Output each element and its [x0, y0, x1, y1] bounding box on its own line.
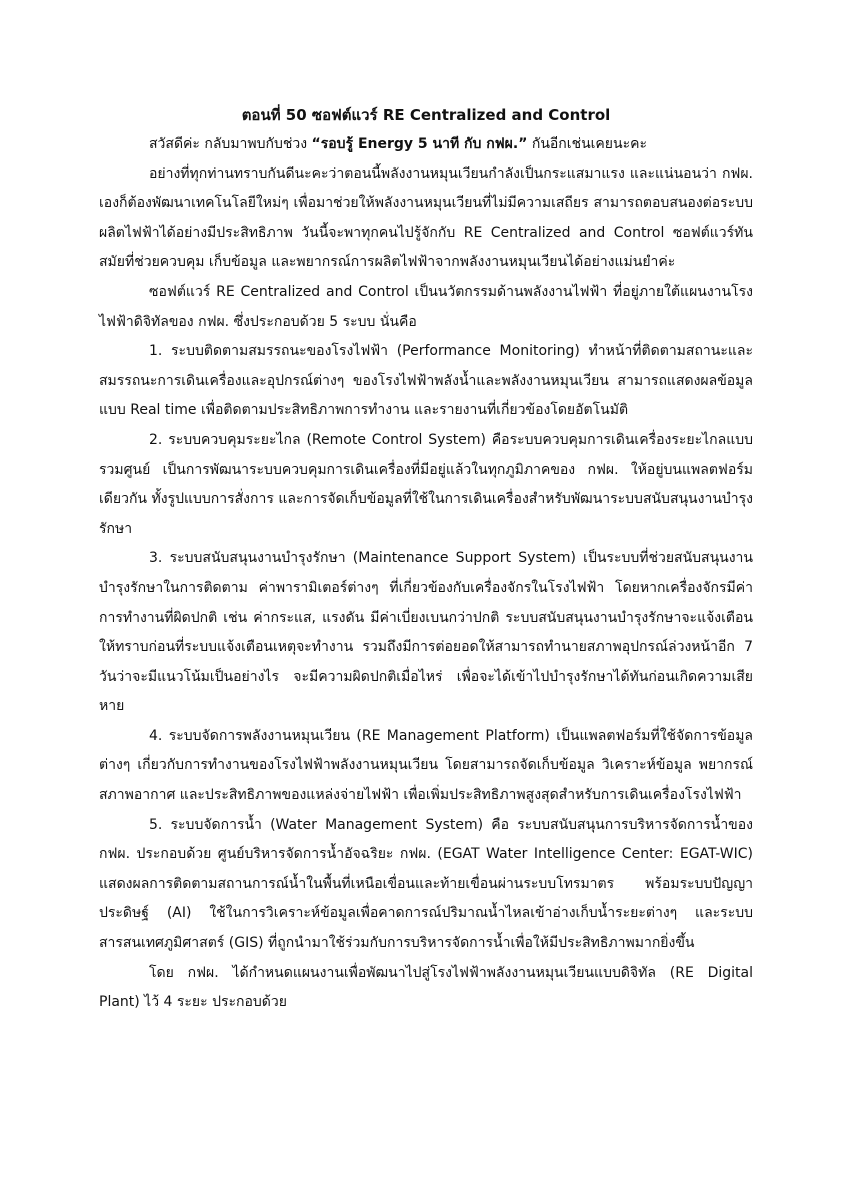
system-item-5: 5. ระบบจัดการน้ำ (Water Management System) คือ ระบบสนับสนุนการบริหารจัดการน้ำของ กฟผ. ประกอบด้วย ศูนย์บริหารจัดการน้ำอัจฉริยะ กฟผ. (EGAT Water Intelligence Center: EGAT-WIC) แสดงผลการติดตามสถานการณ์น้ำในพื้นที่เหนือเขื่อนและท้ายเขื่อนผ่านระบบโทรมาตร พร้อมระบบปัญญาประดิษฐ์ (AI) ใช้ในการวิเคราะห์ข้อมูลเพื่อคาดการณ์ปริมาณน้ำไหลเข้าอ่างเก็บน้ำระยะต่างๆ และระบบสารสนเทศภูมิศาสตร์ (GIS) ที่ถูกนำมาใช้ร่วมกับการบริหารจัดการน้ำเพื่อให้มีประสิทธิภาพมากยิ่งขึ้น [99, 816, 753, 952]
system-item-2: 2. ระบบควบคุมระยะไกล (Remote Control System) คือระบบควบคุมการเดินเครื่องระยะไกลแบบรวมศูนย์ เป็นการพัฒนาระบบควบคุมการเดินเครื่องที่มีอยู่แล้วในทุกภูมิภาคของ กฟผ. ให้อยู่บนแพลตฟอร์มเดียวกัน ทั้งรูปแบบการสั่งการ และการจัดเก็บข้อมูลที่ใช้ในการเดินเครื่องสำหรับพัฒนาระบบสนับสนุนงานบำรุงรักษา [99, 431, 753, 537]
system-item-4: 4. ระบบจัดการพลังงานหมุนเวียน (RE Management Platform) เป็นแพลตฟอร์มที่ใช้จัดการข้อมูลต่างๆ เกี่ยวกับการทำงานของโรงไฟฟ้าพลังงานหมุนเวียน โดยสามารถจัดเก็บข้อมูล วิเคราะห์ข้อมูล พยากรณ์สภาพอากาศ และประสิทธิภาพของแหล่งจ่ายไฟฟ้า เพื่อเพิ่มประสิทธิภาพสูงสุดสำหรับการเดินเครื่องโรงไฟฟ้า [99, 727, 753, 804]
overview-paragraph: ซอฟต์แวร์ RE Centralized and Control เป็นนวัตกรรมด้านพลังงานไฟฟ้า ที่อยู่ภายใต้แผนงานโรงไฟฟ้าดิจิทัลของ กฟผ. ซึ่งประกอบด้วย 5 ระบบ นั่นคือ [99, 283, 753, 330]
document-title: ตอนที่ 50 ซอฟต์แวร์ RE Centralized and Control [241, 106, 611, 124]
closing-paragraph: โดย กฟผ. ได้กำหนดแผนงานเพื่อพัฒนาไปสู่โรงไฟฟ้าพลังงานหมุนเวียนแบบดิจิทัล (RE Digital Plant) ไว้ 4 ระยะ ประกอบด้วย [99, 964, 753, 1011]
system-item-1: 1. ระบบติดตามสมรรถนะของโรงไฟฟ้า (Performance Monitoring) ทำหน้าที่ติดตามสถานะและสมรรถนะการเดินเครื่องและอุปกรณ์ต่างๆ ของโรงไฟฟ้าพลังน้ำและพลังงานหมุนเวียน สามารถแสดงผลข้อมูลแบบ Real time เพื่อติดตามประสิทธิภาพการทำงาน และรายงานที่เกี่ยวข้องโดยอัตโนมัติ [99, 343, 753, 419]
program-name: “รอบรู้ Energy 5 นาที กับ กฟผ.” [311, 136, 528, 152]
greeting-paragraph [99, 130, 753, 160]
greeting-text-end: กันอีกเช่นเคยนะคะ [527, 136, 647, 152]
greeting-text: สวัสดีค่ะ กลับมาพบกับช่วง [149, 136, 312, 152]
system-item-3: 3. ระบบสนับสนุนงานบำรุงรักษา (Maintenance Support System) เป็นระบบที่ช่วยสนับสนุนงานบำรุงรักษาในการติดตาม ค่าพารามิเตอร์ต่างๆ ที่เกี่ยวข้องกับเครื่องจักรในโรงไฟฟ้า โดยหากเครื่องจักรมีค่าการทำงานที่ผิดปกติ เช่น ค่ากระแส, แรงดัน มีค่าเบี่ยงเบนกว่าปกติ ระบบสนับสนุนงานบำรุงรักษาจะแจ้งเตือนให้ทราบก่อนที่ระบบแจ้งเตือนเหตุจะทำงาน รวมถึงมีการต่อยอดให้สามารถทำนายสภาพอุปกรณ์ล่วงหน้าอีก 7 วันว่าจะมีแนวโน้มเป็นอย่างไร จะมีความผิดปกติเมื่อไหร่ เพื่อจะได้เข้าไปบำรุงรักษาได้ทันก่อนเกิดความเสียหาย [99, 550, 753, 715]
intro-paragraph: อย่างที่ทุกท่านทราบกันดีนะคะว่าตอนนี้พลังงานหมุนเวียนกำลังเป็นกระแสมาแรง และแน่นอนว่า กฟผ. เองก็ต้องพัฒนาเทคโนโลยีใหม่ๆ เพื่อมาช่วยให้พลังงานหมุนเวียนที่ไม่มีความเสถียร สามารถตอบสนองต่อระบบผลิตไฟฟ้าได้อย่างมีประสิทธิภาพ วันนี้จะพาทุกคนไปรู้จักกับ RE Centralized and Control ซอฟต์แวร์ทันสมัยที่ช่วยควบคุม เก็บข้อมูล และพยากรณ์การผลิตไฟฟ้าจากพลังงานหมุนเวียนได้อย่างแม่นยำค่ะ [99, 165, 753, 271]
